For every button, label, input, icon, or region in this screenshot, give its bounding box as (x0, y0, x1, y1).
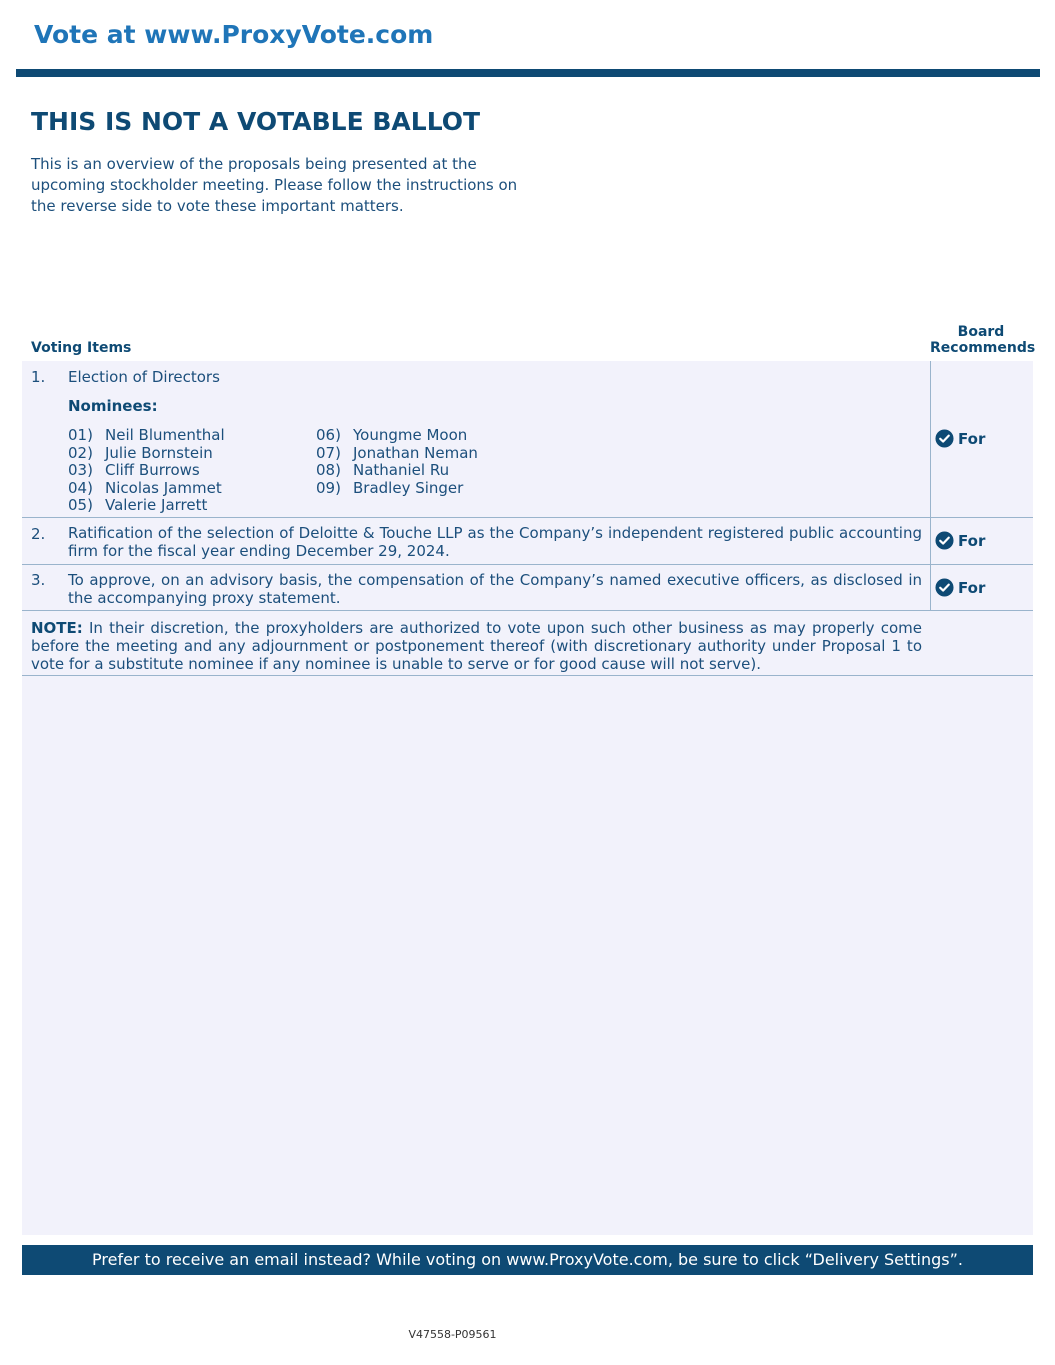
intro-text: This is an overview of the proposals being presented at the upcoming stockholder meeting. Please follow the instructions on the reverse side to vote these important matters. (31, 155, 518, 215)
nominee-number: 03) (68, 461, 93, 479)
voting-items-header: Voting Items (31, 340, 132, 356)
nominee-name: Bradley Singer (353, 479, 464, 497)
note-row (22, 611, 1033, 676)
note-label: NOTE: (31, 619, 83, 637)
nominee-01 (68, 426, 225, 444)
recommendation-label: For (958, 578, 986, 597)
nominee-05 (68, 496, 207, 514)
header-divider (16, 69, 1040, 77)
nominee-name: Nathaniel Ru (353, 461, 450, 479)
item-number: 3. (31, 571, 46, 589)
note-text (31, 619, 922, 673)
nominee-number: 07) (316, 444, 341, 462)
email-delivery-banner: Prefer to receive an email instead? While voting on www.ProxyVote.com, be sure to click “Delivery Settings”. (22, 1245, 1033, 1275)
nominee-name: Neil Blumenthal (105, 426, 225, 444)
nominee-name: Valerie Jarrett (105, 496, 208, 514)
nominee-09 (316, 479, 463, 497)
nominee-04 (68, 479, 222, 497)
item-text: Election of Directors (68, 368, 220, 386)
header-title[interactable]: Vote at www.ProxyVote.com (34, 20, 434, 49)
item-text: To approve, on an advisory basis, the compensation of the Company’s named executive officers, as disclosed in the accompanying proxy statement. (68, 571, 922, 607)
item-number: 1. (31, 368, 46, 386)
nominee-07 (316, 444, 478, 462)
recommendation-label: For (958, 429, 986, 448)
page-title: THIS IS NOT A VOTABLE BALLOT (31, 107, 481, 136)
nominee-03 (68, 461, 200, 479)
nominee-number: 01) (68, 426, 93, 444)
board-recommendation (935, 429, 985, 448)
nominee-name: Nicolas Jammet (105, 479, 222, 497)
nominee-name: Julie Bornstein (105, 444, 213, 462)
nominee-number: 08) (316, 461, 341, 479)
voting-item-2 (22, 518, 1033, 565)
check-circle-icon (935, 531, 954, 550)
nominee-06 (316, 426, 467, 444)
board-recommendation (935, 531, 985, 550)
column-divider (930, 361, 931, 517)
board-header-line1: Board (957, 324, 1005, 340)
nominee-name: Cliff Burrows (105, 461, 200, 479)
nominee-number: 02) (68, 444, 93, 462)
board-header-line2: Recommends (930, 340, 1036, 356)
recommendation-label: For (958, 531, 986, 550)
board-recommendation (935, 578, 985, 597)
nominee-number: 04) (68, 479, 93, 497)
nominee-name: Jonathan Neman (353, 444, 478, 462)
nominee-02 (68, 444, 213, 462)
item-text: Ratification of the selection of Deloitte & Touche LLP as the Company’s independent registered public accounting firm for the fiscal year ending December 29, 2024. (68, 524, 922, 560)
nominee-number: 06) (316, 426, 341, 444)
check-circle-icon (935, 578, 954, 597)
check-circle-icon (935, 429, 954, 448)
column-divider (930, 565, 931, 610)
column-divider (930, 518, 931, 564)
nominee-number: 05) (68, 496, 93, 514)
note-body: In their discretion, the proxyholders are authorized to vote upon such other business as may properly come before the meeting and any adjournment or postponement thereof (with discretionary authority under Proposal 1 to vote for a substitute nominee if any nominee is unable to serve or for good cause will not serve). (31, 619, 922, 673)
document-code: V47558-P09561 (408, 1328, 497, 1341)
voting-item-3 (22, 565, 1033, 611)
item-number: 2. (31, 525, 46, 543)
nominee-name: Youngme Moon (353, 426, 468, 444)
voting-item-1 (22, 361, 1033, 518)
nominees-label: Nominees: (68, 397, 158, 415)
board-recommends-header (930, 324, 1036, 356)
nominee-number: 09) (316, 479, 341, 497)
nominee-08 (316, 461, 449, 479)
